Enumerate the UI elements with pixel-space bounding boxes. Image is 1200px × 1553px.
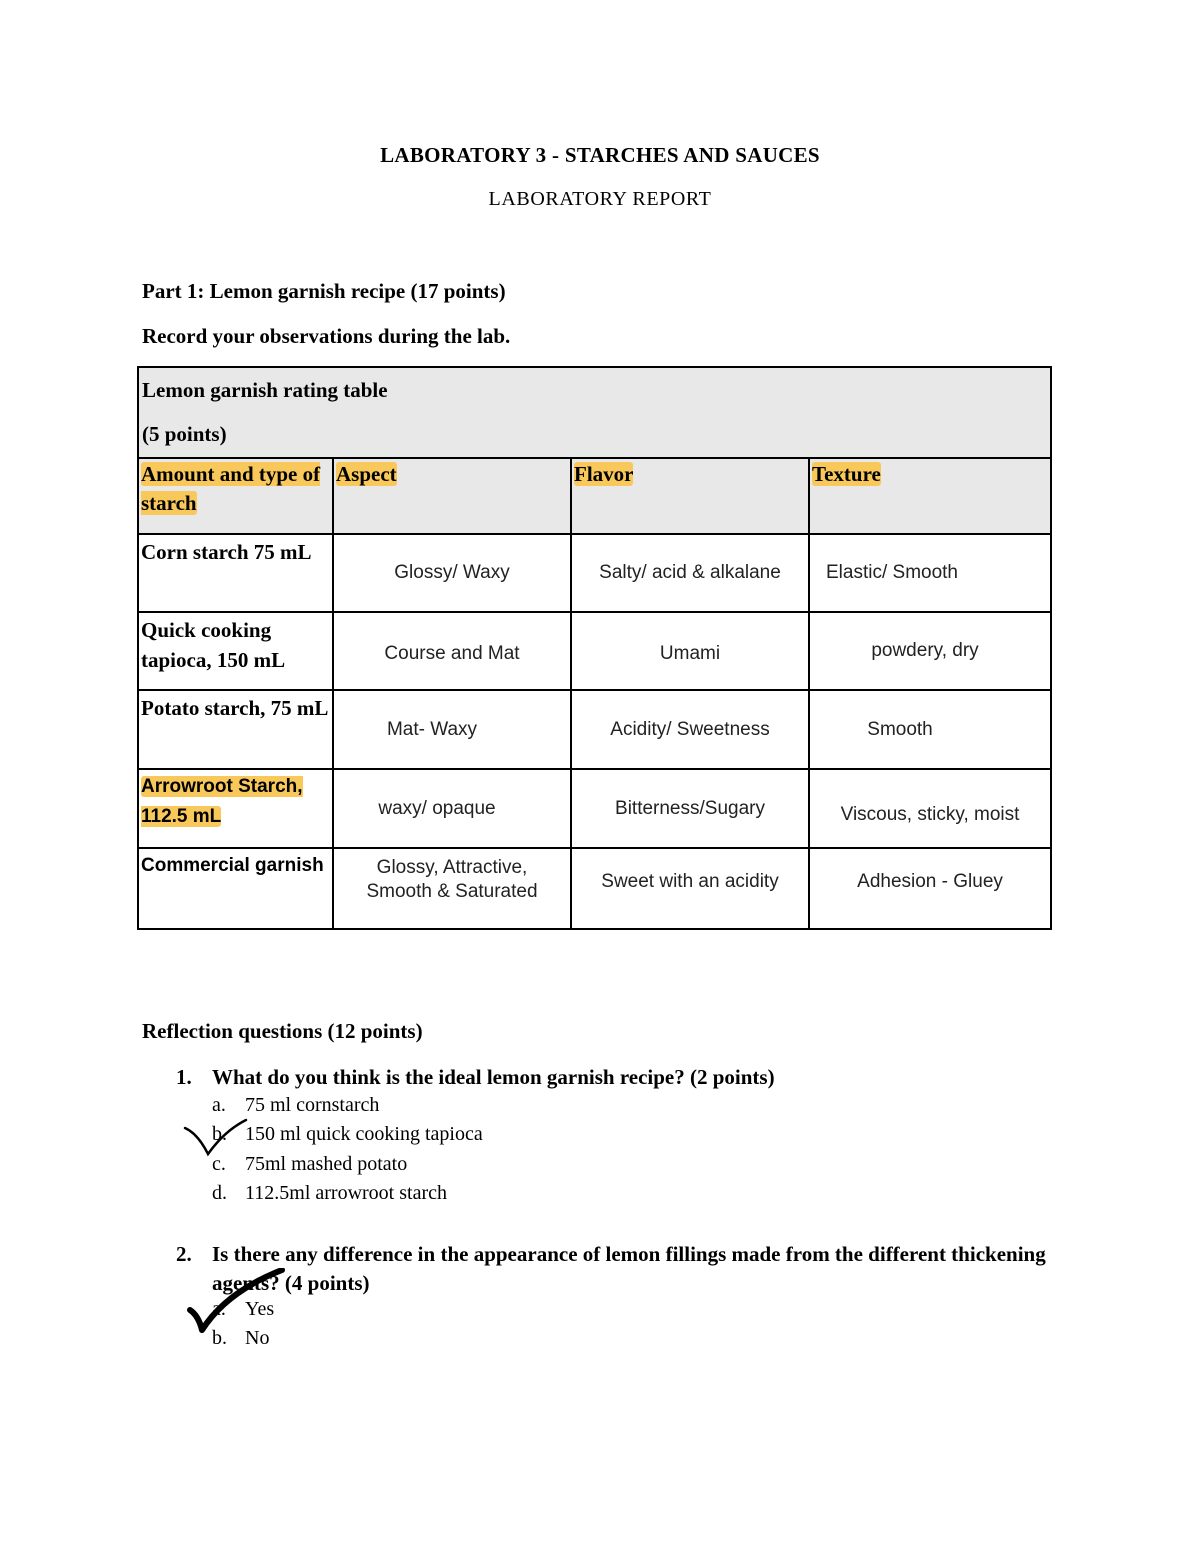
page-subtitle: LABORATORY REPORT bbox=[488, 188, 712, 210]
table-row bbox=[138, 534, 1051, 612]
texture-value: Elastic/ Smooth bbox=[826, 562, 958, 583]
flavor-cell bbox=[571, 690, 809, 769]
flavor-cell bbox=[571, 612, 809, 690]
aspect-value: Course and Mat bbox=[384, 643, 520, 664]
flavor-cell bbox=[571, 534, 809, 612]
aspect-cell bbox=[333, 534, 571, 612]
table-row bbox=[138, 848, 1051, 929]
option-letter: a. bbox=[212, 1094, 226, 1116]
question-number: 2. bbox=[176, 1242, 192, 1266]
aspect-cell bbox=[333, 848, 571, 929]
row-label-cell bbox=[138, 690, 333, 769]
texture-value: powdery, dry bbox=[871, 640, 979, 661]
aspect-value: Glossy, Attractive, Smooth & Saturated bbox=[366, 856, 538, 902]
flavor-value: Sweet with an acidity bbox=[601, 870, 779, 892]
column-header-label: Flavor bbox=[574, 462, 634, 486]
row-label: Commercial garnish bbox=[141, 855, 324, 876]
row-label-wrap bbox=[139, 849, 332, 881]
part1-heading bbox=[142, 279, 506, 304]
texture-cell bbox=[809, 848, 1051, 929]
option-2b[interactable] bbox=[212, 1327, 269, 1350]
row-label: Potato starch, 75 mL bbox=[141, 696, 329, 720]
option-text: 75ml mashed potato bbox=[245, 1153, 408, 1175]
page-title: LABORATORY 3 - STARCHES AND SAUCES bbox=[380, 143, 820, 167]
column-header-label: Aspect bbox=[336, 462, 397, 486]
option-letter: c. bbox=[212, 1153, 226, 1175]
flavor-value: Umami bbox=[659, 643, 721, 664]
table-title-line1: Lemon garnish rating table bbox=[142, 378, 388, 402]
texture-value: Smooth bbox=[867, 718, 933, 740]
aspect-value: waxy/ opaque bbox=[378, 797, 496, 819]
option-1a[interactable] bbox=[212, 1094, 379, 1117]
part1-heading-bold: Part 1: bbox=[142, 279, 205, 303]
option-1d[interactable] bbox=[212, 1182, 447, 1205]
row-label: Corn starch 75 mL bbox=[141, 540, 312, 564]
question-1 bbox=[176, 1065, 775, 1090]
column-header-texture bbox=[809, 458, 1051, 534]
column-header-starch bbox=[138, 458, 333, 534]
aspect-value: Glossy/ Waxy bbox=[394, 562, 510, 583]
option-letter: b. bbox=[212, 1123, 227, 1145]
row-label-cell bbox=[138, 534, 333, 612]
flavor-cell bbox=[571, 848, 809, 929]
texture-cell bbox=[809, 769, 1051, 848]
table-row bbox=[138, 690, 1051, 769]
question-2 bbox=[176, 1240, 1056, 1298]
texture-cell bbox=[809, 612, 1051, 690]
option-text: Yes bbox=[245, 1298, 275, 1320]
option-text: 112.5ml arrowroot starch bbox=[245, 1182, 447, 1204]
row-label: Quick cooking tapioca, 150 mL bbox=[141, 618, 286, 672]
option-text: 75 ml cornstarch bbox=[245, 1094, 380, 1116]
table-title-cell bbox=[138, 367, 1051, 458]
part1-heading-rest: Lemon garnish recipe (17 points) bbox=[204, 279, 506, 303]
flavor-value: Acidity/ Sweetness bbox=[610, 718, 770, 740]
texture-cell bbox=[809, 690, 1051, 769]
question-text: Is there any difference in the appearance of lemon fillings made from the different thickening agents? (4 points) bbox=[212, 1242, 1046, 1295]
texture-value: Viscous, sticky, moist bbox=[840, 803, 1020, 825]
aspect-cell bbox=[333, 612, 571, 690]
option-letter: d. bbox=[212, 1182, 227, 1204]
row-label-cell bbox=[138, 848, 333, 929]
option-letter: a. bbox=[212, 1298, 226, 1320]
row-label: Arrowroot Starch, 112.5 mL bbox=[141, 776, 303, 827]
column-header-label: Texture bbox=[812, 462, 881, 486]
option-1c[interactable] bbox=[212, 1153, 407, 1176]
option-text: No bbox=[245, 1327, 270, 1349]
texture-cell bbox=[809, 534, 1051, 612]
flavor-value: Salty/ acid & alkalane bbox=[599, 562, 781, 583]
option-text: 150 ml quick cooking tapioca bbox=[245, 1123, 483, 1145]
texture-value: Adhesion - Gluey bbox=[857, 870, 1003, 892]
column-header-flavor bbox=[571, 458, 809, 534]
aspect-cell bbox=[333, 690, 571, 769]
aspect-cell bbox=[333, 769, 571, 848]
option-1b[interactable] bbox=[212, 1123, 483, 1146]
column-header-aspect bbox=[333, 458, 571, 534]
table-row bbox=[138, 612, 1051, 690]
aspect-value: Mat- Waxy bbox=[386, 718, 478, 740]
question-text: What do you think is the ideal lemon garnish recipe? (2 points) bbox=[212, 1065, 775, 1089]
option-letter: b. bbox=[212, 1327, 227, 1349]
column-header-label: Amount and type of starch bbox=[141, 462, 321, 515]
row-label-wrap bbox=[139, 770, 332, 832]
rating-table bbox=[137, 366, 1052, 930]
part1-instruction: Record your observations during the lab. bbox=[142, 324, 511, 348]
question-number: 1. bbox=[176, 1065, 192, 1089]
row-label-cell bbox=[138, 769, 333, 848]
option-2a[interactable] bbox=[212, 1298, 274, 1321]
row-label-cell bbox=[138, 612, 333, 690]
reflection-heading: Reflection questions (12 points) bbox=[142, 1019, 423, 1043]
flavor-cell bbox=[571, 769, 809, 848]
table-row bbox=[138, 769, 1051, 848]
table-title-line2: (5 points) bbox=[142, 422, 227, 446]
flavor-value: Bitterness/Sugary bbox=[615, 797, 765, 819]
